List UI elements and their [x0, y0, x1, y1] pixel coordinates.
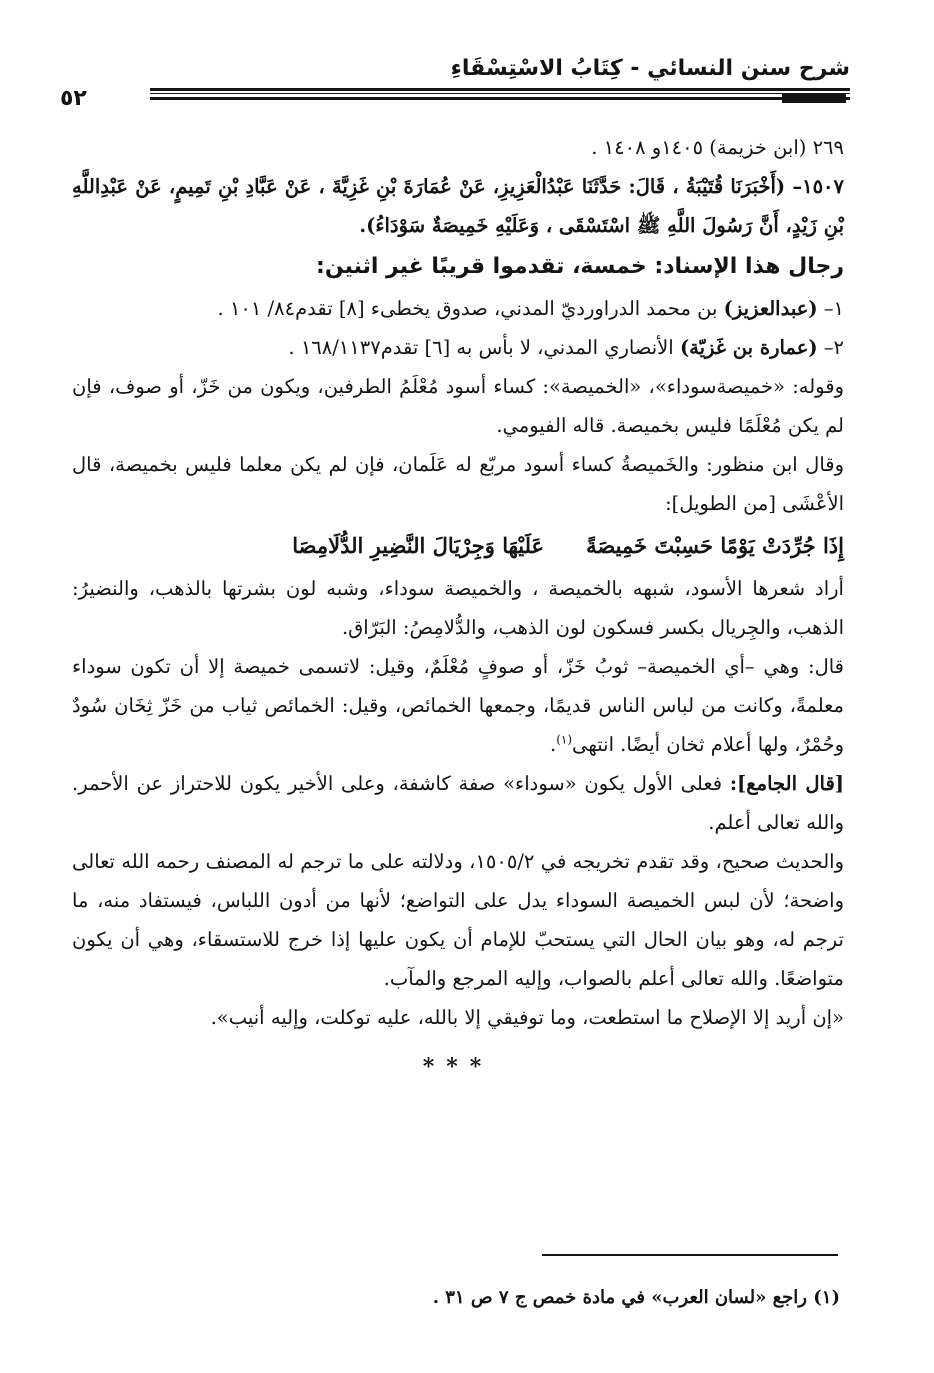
narrator-2-name: (عمارة بن غَزيّة) [679, 336, 818, 359]
header-rule-thick-top [150, 88, 850, 91]
hadith-line-2: تَمِيمٍ، عَنْ عَبْدِاللَّهِ بْنِ زَيْدٍ، أَنَّ رَسُولَ اللَّهِ ﷺ اسْتَسْقَى ، وَعَلَيْهِ خَمِيصَةٌ سَوْدَاءُ). [72, 175, 844, 237]
body-text [72, 128, 844, 1097]
p6-line-3: لأنها من أدون اللباس، فيستفاد منه، ما ترجم له، وهو بيان الحال التي يستحبّ للإمام [72, 889, 844, 951]
jami-label: [قال الجامع]: [729, 772, 844, 795]
p3-line-2: بالذهب، والنضيرُ: الذهب، والجِريال بكسر فسكون لون الذهب، والدُّلامِصُ: [72, 577, 844, 639]
p1-line-2: أو صوف، فإن لم يكن مُعْلَمًا فليس بخميصة. قاله الفيومي. [72, 375, 844, 437]
page-number-rule-top [782, 88, 846, 91]
p2-line-1: وقال ابن منظور: والخَميصةُ كساء أسود مربّع له عَلَمان، فإن لم يكن معلما فليس [185, 453, 844, 476]
p3-line-1: أراد شعرها الأسود، شبهه بالخميصة ، والخميصة سوداء، وشبه لون بشرتها [222, 577, 844, 600]
p4-line-3: الخمائص ثياب من خَزّ ثِخَان سُودٌ وحُمْرٌ، ولها أعلام ثخان أيضًا. انتهى [72, 694, 844, 756]
poem-hemistich-1: إِذَا جُرِّدَتْ يَوْمًا حَسِبْتَ خَمِيصَةً [586, 533, 844, 558]
p6-line-5: بالصواب، وإليه المرجع والمآب. [383, 967, 633, 990]
paragraph-qala [72, 647, 844, 764]
p1-line-1: وقوله: «خميصةسوداء»، «الخميصة»: كساء أسود مُعْلَمُ الطرفين، ويكون من خَزّ، [191, 375, 844, 398]
narrator-2-number: ٢– [823, 336, 844, 359]
p4-line-1: قال: وهي –أي الخميصة– ثوبُ خَزّ، أو صوفٍ مُعْلَمٌ، وقيل: لاتسمى خميصة إلا [208, 655, 845, 678]
p5-line-1: فعلى الأول يكون «سوداء» صفة كاشفة، وعلى الأخير يكون [239, 772, 723, 795]
p6-line-4: أن يكون عليها إذا خرج للاستسقاء، وهي أن يكون متواضعًا. والله تعالى أعلم [72, 928, 844, 990]
page-number-rule-bottom [782, 100, 846, 103]
hadith-text [72, 167, 844, 245]
header-rule-thick-bottom [150, 97, 850, 100]
narrator-2-description: الأنصاري المدني، لا بأس به [٦] تقدم١٦٨/١١٣٧ . [288, 336, 674, 359]
section-heading: رجال هذا الإسناد: خمسة، تقدموا قريبًا غير اثنين: [316, 254, 844, 279]
narrator-1-description: بن محمد الدراورديّ المدني، صدوق يخطىء [٨] تقدم٨٤/ ١٠١ . [217, 297, 718, 320]
p4-end: . [549, 733, 557, 756]
section-separator: *** [422, 1054, 494, 1080]
p2-line-2: بخميصة، قال الأعْشَى [من الطويل]: [72, 453, 844, 515]
footnote [68, 1284, 840, 1312]
p3-line-3: البَرّاق. [341, 616, 397, 639]
p5-line-2: للاحتراز عن الأحمر. والله تعالى أعلم. [72, 772, 844, 834]
page-number: ٥٢ [60, 86, 87, 111]
takhrij-line: ٢٦٩ (ابن خزيمة) ١٤٠٥و ١٤٠٨ . [591, 136, 844, 159]
poem-hemistich-2: عَلَيْهَا وَجِرْيَالَ النَّضِيرِ الدُّلَامِصَا [292, 533, 545, 558]
paragraph-khamisa-definition [72, 367, 844, 445]
p7-line-1: «إن أريد إلا الإصلاح ما استطعت، وما توفيقي إلا بالله، عليه توكلت، وإليه [270, 1006, 844, 1029]
running-title: شرح سنن النسائي - كِتَابُ الاسْتِسْقَاءِ [450, 56, 850, 81]
narrator-1-number: ١– [823, 297, 844, 320]
header-rule-thin [150, 93, 850, 94]
p4-line-2: أن تكون سوداء معلمةً، وكانت من لباس الناس قديمًا، وجمعها الخمائص، وقيل: [72, 655, 845, 717]
poem-verse [72, 523, 844, 569]
page-number-rule-mid [782, 94, 846, 97]
footnote-reference: (١) [556, 732, 573, 747]
paragraph-ibn-manzur [72, 445, 844, 523]
p7-line-2: أنيب». [210, 1006, 265, 1029]
page-header [60, 48, 850, 116]
paragraph-poem-explanation [72, 569, 844, 647]
paragraph-hadith-sahih [72, 842, 844, 998]
footnote-text: (١) راجع «لسان العرب» في مادة خمص ج ٧ ص ٣١ . [432, 1287, 840, 1308]
paragraph-jami [72, 764, 844, 842]
paragraph-closing-quote [72, 998, 844, 1037]
p6-line-2: المصنف رحمه الله تعالى واضحة؛ لأن لبس الخميصة السوداء يدل على التواضع؛ [72, 850, 844, 912]
footnote-rule [542, 1254, 838, 1256]
hadith-line-1: ١٥٠٧– (أَخْبَرَنَا قُتَيْبَةُ ، قَالَ: حَدَّثَنَا عَبْدُالْعَزِيزِ، عَنْ عُمَارَةَ بْنِ غَزِيَّةَ ، عَنْ عَبَّادِ بْنِ [217, 175, 844, 198]
narrator-2 [72, 328, 844, 367]
narrator-1-name: (عبدالعزيز) [723, 297, 818, 320]
p6-line-1: والحديث صحيح، وقد تقدم تخريجه في ١٥٠٥/٢، ودلالته على ما ترجم له [277, 850, 844, 873]
narrator-1 [72, 289, 844, 328]
